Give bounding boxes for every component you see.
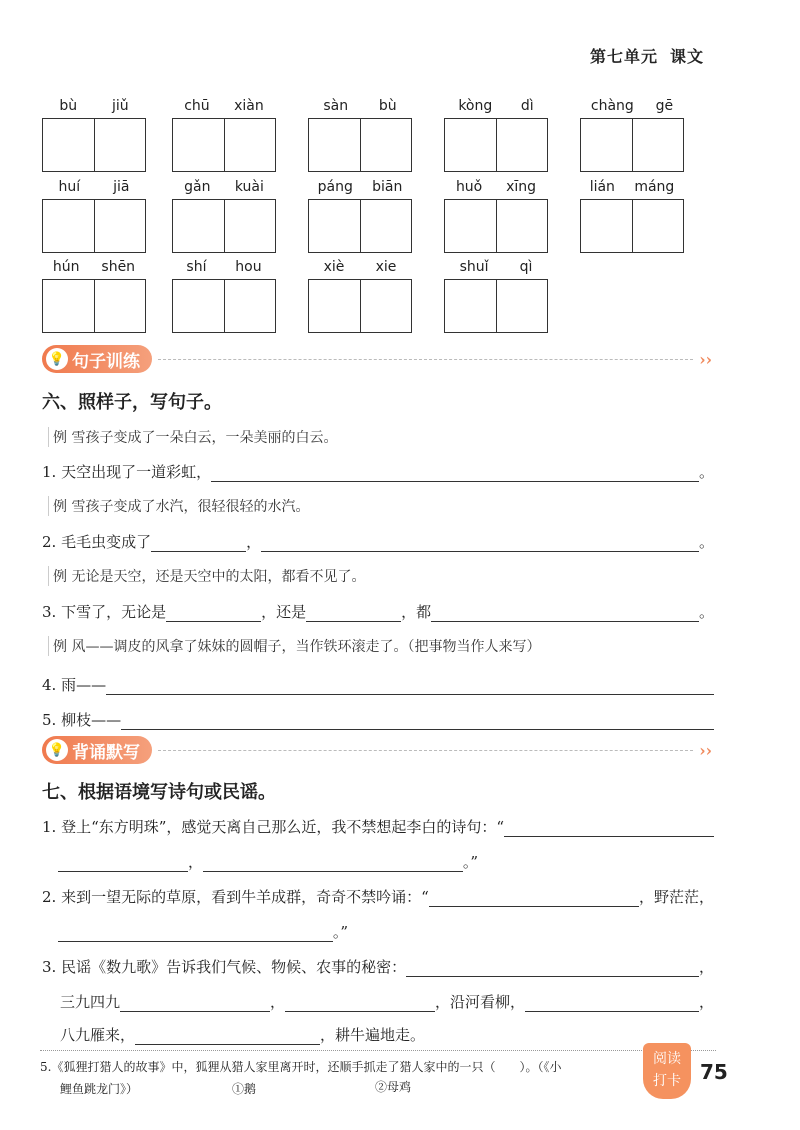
- answer-blank[interactable]: [106, 677, 714, 695]
- pinyin: gē: [655, 98, 674, 114]
- question: 5. 柳枝——: [42, 711, 122, 729]
- writing-box[interactable]: [173, 119, 224, 171]
- question-title: 七、根据语境写诗句或民谣。: [42, 782, 276, 803]
- pinyin-cell: [172, 179, 276, 253]
- pinyin: gǎn: [184, 179, 211, 195]
- pinyin-cell: [444, 98, 548, 172]
- writing-box[interactable]: [94, 200, 146, 252]
- writing-box[interactable]: [309, 119, 360, 171]
- writing-boxes: [308, 279, 412, 333]
- period: 。: [698, 463, 714, 481]
- pinyin: páng: [317, 179, 353, 195]
- answer-blank[interactable]: [525, 994, 699, 1012]
- question: 2. 毛毛虫变成了: [42, 533, 152, 551]
- question-part: ，还是: [261, 603, 307, 621]
- answer-blank[interactable]: [151, 534, 246, 552]
- writing-box[interactable]: [94, 280, 146, 332]
- quote-end: 。”: [462, 853, 478, 871]
- pinyin-labels: [580, 179, 684, 199]
- comma: ，: [698, 993, 714, 1011]
- writing-boxes: [308, 118, 412, 172]
- answer-blank[interactable]: [166, 604, 261, 622]
- writing-box[interactable]: [445, 280, 496, 332]
- writing-box[interactable]: [43, 280, 94, 332]
- pinyin: lián: [589, 179, 615, 195]
- pinyin-labels: [42, 98, 146, 118]
- writing-box[interactable]: [632, 200, 684, 252]
- pinyin-labels: [172, 179, 276, 199]
- question-part: ，耕牛遍地走。: [320, 1026, 426, 1044]
- writing-box[interactable]: [496, 280, 548, 332]
- writing-box[interactable]: [445, 200, 496, 252]
- writing-box[interactable]: [43, 200, 94, 252]
- section-label: 背诵默写: [72, 742, 140, 763]
- answer-blank[interactable]: [406, 959, 699, 977]
- pinyin: qì: [519, 259, 533, 275]
- pinyin-cell: [42, 259, 146, 333]
- divider: [158, 359, 693, 360]
- lightbulb-icon: 💡: [46, 739, 68, 761]
- question: 3. 民谣《数九歌》告诉我们气候、物候、农事的秘密：: [42, 958, 407, 976]
- section-label: 课文: [670, 47, 705, 66]
- pinyin: huǒ: [455, 179, 483, 195]
- answer-blank[interactable]: [120, 994, 270, 1012]
- pinyin-cell: [172, 259, 276, 333]
- footer-question: 5.《狐狸打猎人的故事》中，狐狸从猎人家里离开时，还顺手抓走了猎人家中的一只（ ）。（《小: [40, 1060, 562, 1074]
- writing-box[interactable]: [224, 119, 276, 171]
- badge-text: 打卡: [653, 1073, 681, 1089]
- writing-box[interactable]: [360, 280, 412, 332]
- arrow-icon: ››: [699, 349, 712, 369]
- page-number: 75: [700, 1060, 728, 1084]
- pinyin: hún: [52, 259, 80, 275]
- pinyin-cell: [444, 179, 548, 253]
- pinyin-labels: [308, 179, 412, 199]
- writing-boxes: [580, 118, 684, 172]
- pinyin: chū: [184, 98, 210, 114]
- writing-box[interactable]: [173, 280, 224, 332]
- pinyin-cell: [444, 259, 548, 333]
- pinyin-cell: [42, 98, 146, 172]
- pinyin-cell: [308, 98, 412, 172]
- pinyin-labels: [444, 179, 548, 199]
- section-header-sentence: [42, 345, 712, 373]
- answer-blank[interactable]: [431, 604, 699, 622]
- pinyin-labels: [172, 98, 276, 118]
- answer-blank[interactable]: [58, 854, 188, 872]
- answer-blank[interactable]: [504, 819, 714, 837]
- period: 。: [698, 533, 714, 551]
- pinyin-cell: [172, 98, 276, 172]
- writing-boxes: [172, 118, 276, 172]
- example: 例 雪孩子变成了水汽，很轻很轻的水汽。: [48, 496, 309, 516]
- pinyin: kuài: [234, 179, 264, 195]
- answer-blank[interactable]: [306, 604, 401, 622]
- lightbulb-icon: 💡: [46, 348, 68, 370]
- pinyin-labels: [444, 259, 548, 279]
- writing-box[interactable]: [632, 119, 684, 171]
- answer-blank[interactable]: [135, 1027, 320, 1045]
- writing-box[interactable]: [581, 200, 632, 252]
- pinyin: jiǔ: [111, 98, 129, 114]
- pinyin-labels: [172, 259, 276, 279]
- badge-text: 阅读: [653, 1051, 681, 1067]
- pinyin-labels: [42, 179, 146, 199]
- writing-box[interactable]: [173, 200, 224, 252]
- footer-option: ②母鸡: [375, 1080, 412, 1094]
- example: 例 雪孩子变成了一朵白云，一朵美丽的白云。: [48, 427, 337, 447]
- pinyin-labels: [580, 98, 684, 118]
- pinyin-labels: [308, 98, 412, 118]
- pinyin-labels: [308, 259, 412, 279]
- question-part: ，野茫茫，: [638, 888, 714, 906]
- pinyin: jiā: [113, 179, 130, 195]
- reading-checkin-badge: [643, 1043, 691, 1099]
- answer-blank[interactable]: [429, 889, 639, 907]
- pinyin: chàng: [590, 98, 634, 114]
- pinyin-cell: [580, 179, 684, 253]
- pinyin-labels: [444, 98, 548, 118]
- question-part: ，沿河看柳，: [435, 993, 526, 1011]
- example: 例 无论是天空，还是天空中的太阳，都看不见了。: [48, 566, 365, 586]
- writing-boxes: [42, 279, 146, 333]
- answer-blank[interactable]: [203, 854, 463, 872]
- comma: ，: [188, 853, 204, 871]
- question-part: 三九四九: [60, 993, 121, 1011]
- writing-boxes: [308, 199, 412, 253]
- writing-boxes: [580, 199, 684, 253]
- footer-option: ①鹅: [232, 1082, 257, 1096]
- pinyin-cell: [308, 179, 412, 253]
- writing-box[interactable]: [581, 119, 632, 171]
- question: 3. 下雪了，无论是: [42, 603, 167, 621]
- answer-blank[interactable]: [121, 712, 714, 730]
- pinyin: shēn: [101, 259, 136, 275]
- section-header-recite: [42, 736, 712, 764]
- unit-label: 第七单元: [590, 47, 659, 66]
- pinyin: bù: [59, 98, 78, 114]
- answer-blank[interactable]: [285, 994, 435, 1012]
- writing-box[interactable]: [309, 280, 360, 332]
- writing-box[interactable]: [360, 119, 412, 171]
- writing-boxes: [172, 199, 276, 253]
- writing-box[interactable]: [445, 119, 496, 171]
- writing-boxes: [172, 279, 276, 333]
- pinyin: xīng: [506, 179, 537, 195]
- comma: ，: [698, 958, 714, 976]
- question: 1. 登上“东方明珠”，感觉天离自己那么近，我不禁想起李白的诗句：“: [42, 818, 505, 836]
- question: 1. 天空出现了一道彩虹，: [42, 463, 212, 481]
- pinyin: xiàn: [234, 98, 264, 114]
- writing-box[interactable]: [360, 200, 412, 252]
- writing-box[interactable]: [94, 119, 146, 171]
- quote-end: 。”: [332, 923, 348, 941]
- pinyin: dì: [520, 98, 534, 114]
- pinyin: xiè: [323, 259, 345, 275]
- pinyin: máng: [634, 179, 675, 195]
- example: 例 风——调皮的风拿了妹妹的圆帽子，当作铁环滚走了。（把事物当作人来写）: [48, 636, 540, 656]
- writing-box[interactable]: [496, 200, 548, 252]
- writing-box[interactable]: [224, 280, 276, 332]
- pinyin: huí: [58, 179, 81, 195]
- question: 2. 来到一望无际的草原，看到牛羊成群，奇奇不禁吟诵：“: [42, 888, 429, 906]
- answer-blank[interactable]: [58, 924, 333, 942]
- pinyin-labels: [42, 259, 146, 279]
- comma: ，: [246, 533, 262, 551]
- question-part: 八九雁来，: [60, 1026, 136, 1044]
- pinyin: shí: [186, 259, 207, 275]
- writing-box[interactable]: [224, 200, 276, 252]
- writing-boxes: [444, 199, 548, 253]
- unit-header: [590, 44, 704, 67]
- comma: ，: [270, 993, 286, 1011]
- pinyin: xie: [375, 259, 397, 275]
- section-label: 句子训练: [72, 351, 140, 372]
- footer-question-cont: 鲤鱼跳龙门》）: [60, 1082, 139, 1096]
- pinyin: kòng: [458, 98, 493, 114]
- writing-box[interactable]: [496, 119, 548, 171]
- writing-boxes: [42, 199, 146, 253]
- answer-blank[interactable]: [211, 464, 699, 482]
- arrow-icon: ››: [699, 740, 712, 760]
- pinyin-cell: [42, 179, 146, 253]
- pinyin: biān: [372, 179, 403, 195]
- pinyin: shuǐ: [459, 259, 489, 275]
- writing-boxes: [444, 118, 548, 172]
- period: 。: [698, 603, 714, 621]
- pinyin-cell: [308, 259, 412, 333]
- footer-divider: [40, 1050, 716, 1051]
- pinyin: bù: [378, 98, 397, 114]
- divider: [158, 750, 693, 751]
- pinyin: hou: [235, 259, 262, 275]
- question: 4. 雨——: [42, 676, 107, 694]
- writing-box[interactable]: [309, 200, 360, 252]
- writing-boxes: [42, 118, 146, 172]
- pinyin-cell: [580, 98, 684, 172]
- pinyin: sàn: [323, 98, 349, 114]
- writing-boxes: [444, 279, 548, 333]
- question-part: ，都: [401, 603, 432, 621]
- writing-box[interactable]: [43, 119, 94, 171]
- question-title: 六、照样子，写句子。: [42, 392, 222, 413]
- answer-blank[interactable]: [261, 534, 699, 552]
